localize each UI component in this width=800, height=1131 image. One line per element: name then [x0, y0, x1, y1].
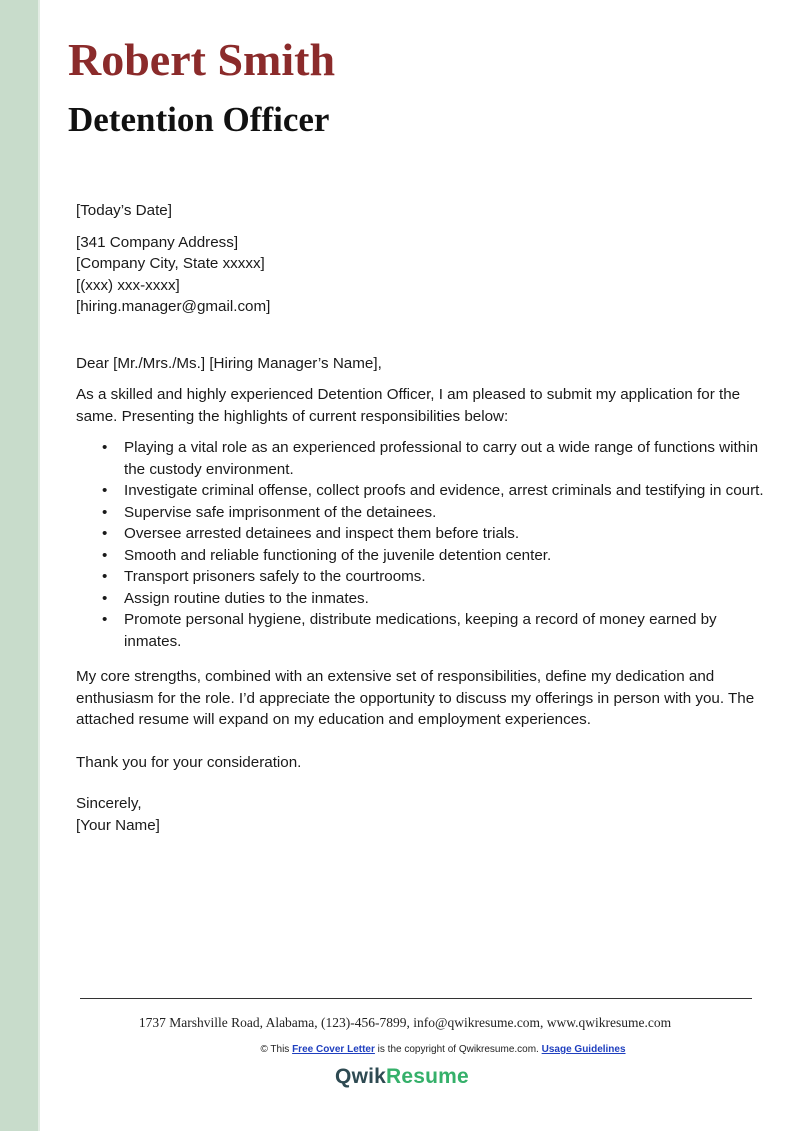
free-cover-letter-link[interactable]: Free Cover Letter [292, 1044, 375, 1055]
intro-paragraph: As a skilled and highly experienced Detention Officer, I am pleased to submit my application for the same. Presenting the highlights of current responsibilities below: [76, 386, 741, 425]
logo-part-resume: Resume [386, 1065, 469, 1088]
body-paragraph: My core strengths, combined with an extensive set of responsibilities, define my dedication and enthusiasm for the role. I’d appreciate the opportunity to discuss my offerings in person with you. The attached resume will expand on my education and employment experiences. [76, 668, 755, 728]
list-item: • Assign routine duties to the inmates. [124, 588, 766, 610]
responsibilities-list [76, 437, 766, 652]
copyright-notice [0, 1043, 800, 1057]
recipient-address-block [76, 232, 766, 318]
letter-date: [Today’s Date] [76, 202, 172, 219]
applicant-name: Robert Smith [68, 34, 336, 85]
recipient-address: [341 Company Address] [76, 233, 239, 251]
footer-divider [80, 998, 752, 999]
list-item: • Oversee arrested detainees and inspect them before trials. [124, 523, 766, 545]
footer-contact: 1737 Marshville Road, Alabama, (123)-456-7899, info@qwikresume.com, www.qwikresume.com [138, 1015, 672, 1030]
recipient-city-state: [Company City, State xxxxx] [76, 255, 265, 272]
copyright-prefix: © This [260, 1044, 293, 1055]
list-item: • Investigate criminal offense, collect proofs and evidence, arrest criminals and testifying in court. [124, 480, 766, 502]
recipient-phone: [(xxx) xxx-xxxx] [76, 276, 180, 294]
list-item: • Smooth and reliable functioning of the juvenile detention center. [124, 545, 766, 567]
signature: [Your Name] [76, 816, 160, 834]
copyright-middle: is the copyright of Qwikresume.com. [374, 1044, 542, 1055]
closing: Sincerely, [76, 795, 142, 812]
job-title: Detention Officer [68, 100, 330, 139]
decorative-sidebar [0, 0, 40, 1131]
qwikresume-logo [0, 1062, 800, 1092]
list-item: • Playing a vital role as an experienced professional to carry out a wide range of functions within the custody environment. [124, 437, 766, 480]
salutation: Dear [Mr./Mrs./Ms.] [Hiring Manager’s Name], [76, 354, 382, 372]
letter-body [76, 200, 766, 836]
usage-guidelines-link[interactable]: Usage Guidelines [541, 1044, 626, 1055]
thanks-line: Thank you for your consideration. [76, 753, 302, 771]
list-item: • Promote personal hygiene, distribute medications, keeping a record of money earned by inmates. [124, 609, 766, 652]
list-item: • Transport prisoners safely to the courtrooms. [124, 566, 766, 588]
list-item: • Supervise safe imprisonment of the detainees. [124, 502, 766, 524]
recipient-email: [hiring.manager@gmail.com] [76, 298, 271, 315]
logo-part-qwik: Qwik [335, 1065, 387, 1088]
